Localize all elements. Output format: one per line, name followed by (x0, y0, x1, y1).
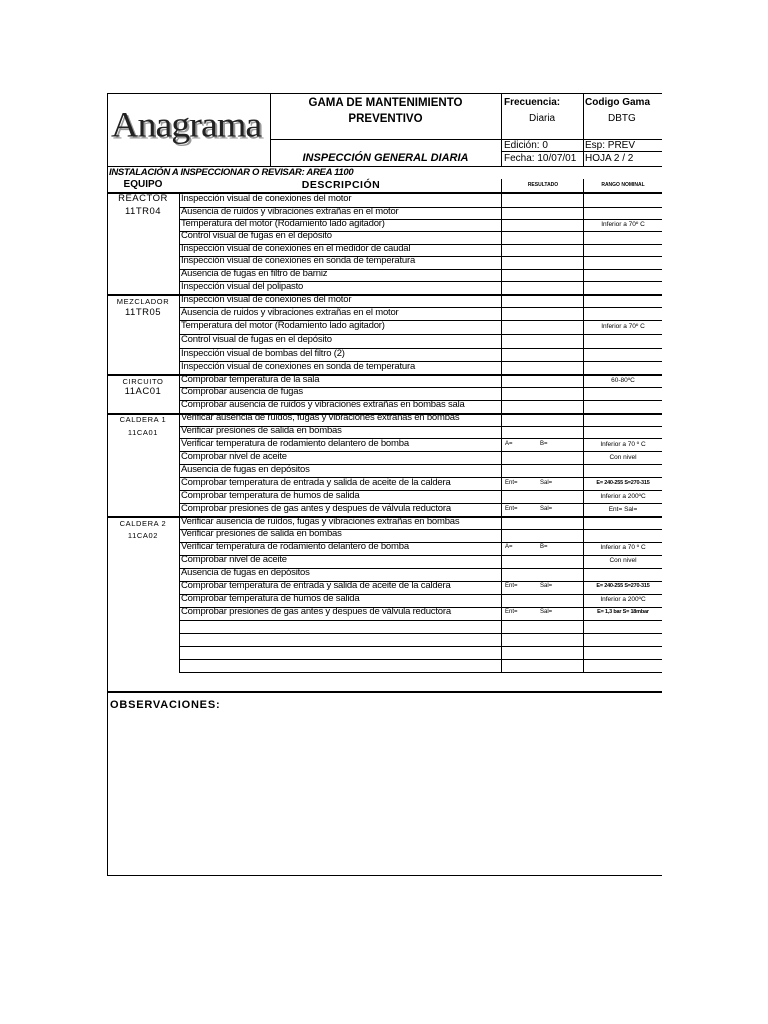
anagrama-logo: Anagrama (111, 105, 262, 145)
frecuencia-label: Frecuencia: (504, 97, 561, 108)
equipment-label: REACTOR (118, 193, 168, 205)
task-description: Ausencia de fugas en filtro de barniz (181, 267, 328, 279)
task-description: Verificar presiones de salida en bombas (181, 528, 342, 540)
nominal-range: E= 240-255 S=270-315 (596, 583, 650, 589)
resultado-column-line (583, 179, 584, 672)
table-row (108, 620, 662, 633)
nominal-range: Inferior a 70º C (601, 323, 645, 330)
nominal-range: E= 240-255 S=270-315 (596, 479, 650, 486)
equipment-label: CIRCUITO (122, 376, 164, 386)
codigo-label: Codigo Gama (585, 97, 651, 108)
task-description: Comprobar temperatura de entrada y salida de aceite de la caldera (181, 476, 451, 488)
col-equipo: EQUIPO (123, 179, 163, 190)
equipment-label: CALDERA 2 (119, 518, 167, 528)
result-field-a: Ent= (505, 479, 518, 486)
col-descripcion: DESCRIPCIÓN (301, 179, 381, 191)
task-description: Verificar temperatura de rodamiento delantero de bomba (181, 541, 409, 552)
edicion-field: Edición: 0 (504, 140, 548, 151)
col-rango: RANGO NOMINAL (601, 182, 645, 188)
task-description: Temperatura del motor (Rodamiento lado agitador) (181, 320, 385, 331)
codigo-value: DBTG (608, 113, 636, 124)
nominal-range: Ent= Sal= (608, 505, 638, 513)
equipo-column-line (179, 192, 180, 672)
task-description: Comprobar nivel de aceite (181, 450, 287, 462)
result-field-a: Ent= (505, 583, 518, 589)
task-description: Comprobar ausencia de ruidos y vibraciones extrañas en bombas sala (181, 399, 465, 410)
equipment-label: 11AC01 (124, 386, 162, 398)
task-description: Comprobar presiones de gas antes y despues de válvula reductora (181, 502, 451, 514)
date-rule (501, 151, 662, 152)
esp-field: Esp: PREV (585, 140, 636, 151)
task-description: Inspección visual de conexiones en sonda de temperatura (181, 255, 416, 267)
result-field-b: Sal= (540, 609, 553, 615)
task-description: Comprobar temperatura de humos de salida (181, 489, 360, 501)
col-resultado: RESULTADO (527, 182, 559, 188)
task-description: Inspección visual de conexiones en el medidor de caudal (181, 242, 411, 254)
task-description: Comprobar presiones de gas antes y despues de válvula reductora (181, 606, 451, 617)
table-row (108, 633, 662, 646)
task-description: Inspección visual del polipasto (181, 280, 304, 292)
descripcion-column-line (501, 179, 502, 672)
task-description: Ausencia de ruidos y vibraciones extrañas en el motor (181, 205, 399, 217)
equipment-label: 11CA02 (127, 531, 159, 541)
result-field-b: B= (540, 440, 548, 447)
gama-title-line1: GAMA DE MANTENIMIENTO (308, 97, 463, 109)
task-description: Comprobar temperatura de humos de salida (181, 593, 360, 604)
inspection-subtitle: INSPECCIÓN GENERAL DIARIA (302, 152, 469, 164)
task-description: Comprobar nivel de aceite (181, 554, 287, 565)
fecha-field: Fecha: 10/07/01 (504, 153, 577, 164)
table-row (108, 659, 662, 672)
task-description: Verificar ausencia de ruidos, fugas y vibraciones extrañas en bombas (181, 412, 460, 423)
nominal-range: Inferior a 200ºC (600, 596, 646, 603)
table-row (108, 646, 662, 659)
result-field-a: A= (505, 440, 513, 447)
task-description: Ausencia de fugas en depósitos (181, 567, 310, 578)
frecuencia-value: Diaria (529, 113, 556, 124)
nominal-range: Inferior a 200ºC (600, 492, 646, 500)
task-description: Temperatura del motor (Rodamiento lado agitador) (181, 217, 385, 229)
equipment-label: 11TR05 (124, 306, 162, 318)
observations-rule (108, 691, 662, 693)
frequency-divider (583, 94, 584, 166)
result-field-b: Sal= (540, 479, 553, 486)
result-field-a: Ent= (505, 609, 518, 615)
nominal-range: Inferior a 70º C (601, 220, 645, 228)
task-description: Verificar temperatura de rodamiento delantero de bomba (181, 437, 409, 449)
hoja-field: HOJA 2 / 2 (585, 153, 634, 164)
equipment-label: 11TR04 (124, 205, 162, 217)
equipment-label: CALDERA 1 (119, 415, 167, 424)
nominal-range: E= 1,3 bar S= 18mbar (597, 609, 649, 615)
task-description: Inspección visual de conexiones del motor (181, 193, 352, 205)
nominal-range: Con nivel (609, 453, 637, 461)
equipment-label: MEZCLADOR (116, 296, 170, 306)
nominal-range: Inferior a 70 º C (600, 544, 646, 551)
task-description: Inspección visual de bombas del filtro (2) (181, 347, 345, 359)
task-description: Control visual de fugas en el depósito (181, 334, 332, 345)
result-field-b: Sal= (540, 583, 553, 589)
task-description: Comprobar ausencia de fugas (181, 386, 303, 398)
task-description: Ausencia de ruidos y vibraciones extrañas en el motor (181, 306, 399, 318)
task-description: Inspección visual de conexiones en sonda de temperatura (181, 360, 416, 372)
title-rule (270, 139, 501, 140)
result-field-a: A= (505, 544, 513, 550)
nominal-range: Con nivel (609, 557, 637, 564)
task-description: Comprobar temperatura de entrada y salida de aceite de la caldera (181, 580, 451, 591)
table-bottom-rule (179, 672, 662, 673)
title-divider (501, 94, 502, 166)
task-description: Verificar presiones de salida en bombas (181, 424, 342, 436)
result-field-a: Ent= (505, 505, 518, 512)
inspection-sheet (107, 93, 662, 876)
gama-title-line2: PREVENTIVO (348, 113, 423, 125)
task-description: Verificar ausencia de ruidos, fugas y vibraciones extrañas en bombas (181, 515, 460, 527)
result-field-b: B= (540, 544, 548, 550)
nominal-range: Inferior a 70 º C (600, 440, 646, 448)
equipment-label: 11CA01 (127, 427, 159, 437)
task-description: Ausencia de fugas en depósitos (181, 463, 310, 475)
task-description: Control visual de fugas en el depósito (181, 230, 332, 242)
installation-label: INSTALACIÓN A INSPECCIONAR O REVISAR: AREA 1100 (109, 167, 354, 178)
result-field-b: Sal= (540, 505, 553, 512)
observaciones-label: OBSERVACIONES: (110, 699, 221, 711)
nominal-range: 60-80ºC (611, 376, 635, 384)
task-description: Comprobar temperatura de la sala (181, 373, 320, 385)
task-description: Inspección visual de conexiones del motor (181, 293, 352, 305)
